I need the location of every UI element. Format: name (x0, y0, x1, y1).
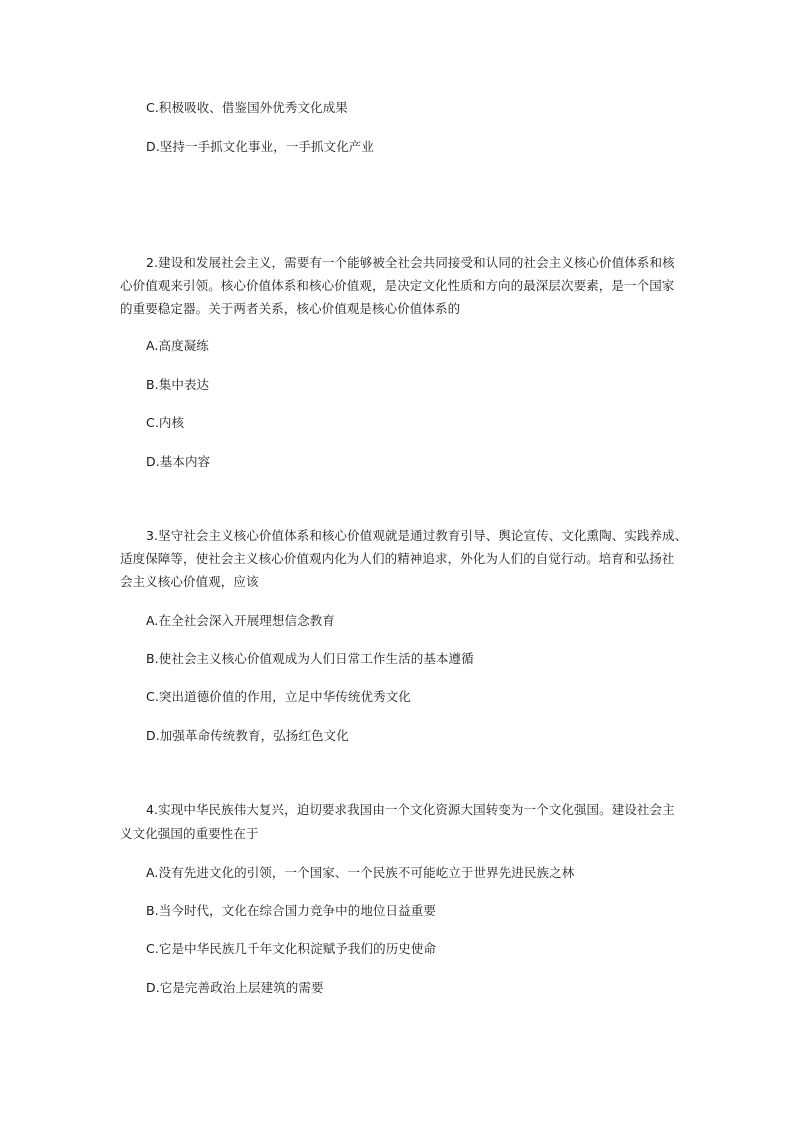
question-stem: 4.实现中华民族伟大复兴，迫切要求我国由一个文化资源大国转变为一个文化强国。建设社会主 (146, 802, 675, 817)
question-stem: 的重要稳定器。关于两者关系，核心价值观是核心价值体系的 (120, 301, 461, 316)
option-c: C.积极吸收、借鉴国外优秀文化成果 (146, 100, 348, 115)
option-b: B.使社会主义核心价值观成为人们日常工作生活的基本遵循 (146, 651, 474, 666)
option-a: A.高度凝练 (146, 338, 209, 353)
option-d: D.加强革命传统教育，弘扬红色文化 (146, 728, 349, 743)
option-a: A.没有先进文化的引领，一个国家、一个民族不可能屹立于世界先进民族之林 (146, 865, 575, 880)
question-stem: 会主义核心价值观，应该 (120, 574, 259, 589)
option-d: D.坚持一手抓文化事业，一手抓文化产业 (146, 139, 374, 154)
question-stem: 适度保障等，使社会主义核心价值观内化为人们的精神追求，外化为人们的自觉行动。培育和弘扬社 (120, 551, 675, 566)
option-c: C.它是中华民族几千年文化积淀赋予我们的历史使命 (146, 941, 437, 956)
question-stem: 2.建设和发展社会主义，需要有一个能够被全社会共同接受和认同的社会主义核心价值体系和核 (146, 255, 675, 270)
question-stem: 心价值观来引领。核心价值体系和核心价值观，是决定文化性质和方向的最深层次要素，是一个国家 (120, 278, 675, 293)
option-b: B.集中表达 (146, 377, 210, 392)
option-c: C.内核 (146, 415, 185, 430)
option-d: D.它是完善政治上层建筑的需要 (146, 980, 324, 995)
option-d: D.基本内容 (146, 454, 211, 469)
option-a: A.在全社会深入开展理想信念教育 (146, 613, 335, 628)
option-b: B.当今时代，文化在综合国力竞争中的地位日益重要 (146, 903, 436, 918)
question-stem: 3.坚守社会主义核心价值体系和核心价值观就是通过教育引导、舆论宣传、文化熏陶、实践养成、 (146, 528, 688, 543)
question-stem: 义文化强国的重要性在于 (120, 826, 259, 841)
option-c: C.突出道德价值的作用，立足中华传统优秀文化 (146, 689, 411, 704)
